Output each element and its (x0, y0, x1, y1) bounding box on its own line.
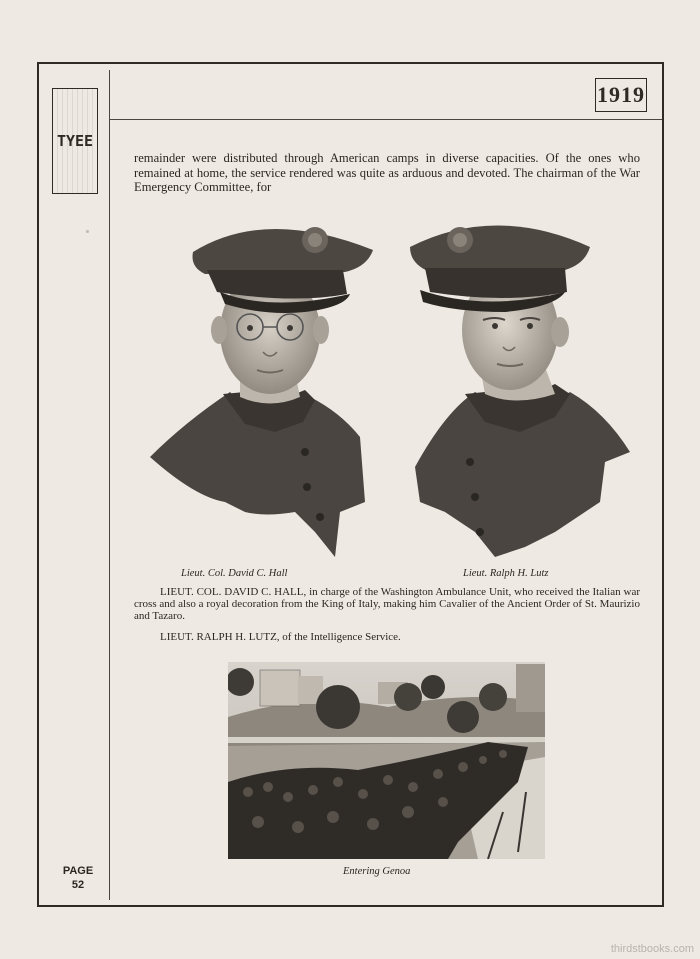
header-rule (110, 119, 662, 120)
page-word: PAGE (62, 865, 94, 877)
portrait-hall-image (145, 212, 380, 567)
vertical-rule (109, 70, 110, 900)
tyee-logo-text: TYEE (56, 132, 94, 150)
portrait-lutz-caption: Lieut. Ralph H. Lutz (463, 568, 549, 579)
year-text: 1919 (597, 82, 645, 107)
page-number-value: 52 (71, 879, 85, 891)
page-number (58, 864, 98, 892)
bio-lutz (134, 631, 640, 643)
watermark: thirdstbooks.com (610, 943, 694, 955)
portrait-lutz-image (405, 212, 635, 567)
bio-hall-text: LIEUT. COL. DAVID C. HALL, in charge of the Washington Ambulance Unit, who received the Italian war cross and also a royal decoration from the King of Italy, making him Cavalier of the Ancient Order of St. Maurizio and Tazaro. (134, 586, 640, 622)
entering-genoa-photo (228, 662, 545, 859)
photo-caption: Entering Genoa (343, 866, 411, 877)
portrait-hall-caption: Lieut. Col. David C. Hall (181, 568, 288, 579)
bio-lutz-text: LIEUT. RALPH H. LUTZ, of the Intelligence Service. (160, 631, 401, 643)
bio-hall (134, 586, 640, 622)
tyee-logo (52, 88, 98, 194)
intro-paragraph: remainder were distributed through American camps in diverse capacities. Of the ones who remained at home, the service rendered was quite as arduous and devoted. The chairman of the War Emergency Committee, for (134, 151, 640, 194)
paper-speck (86, 230, 89, 233)
year-logo (595, 78, 647, 112)
